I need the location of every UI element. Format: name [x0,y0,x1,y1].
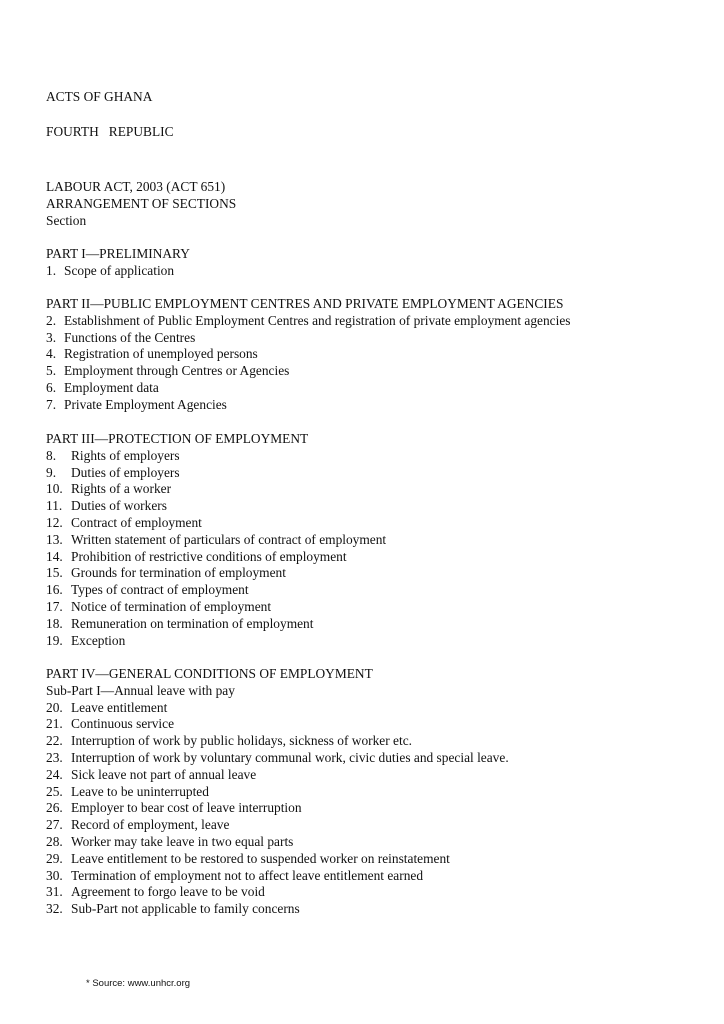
section-text: Continuous service [71,716,175,732]
section-text: Employer to bear cost of leave interruption [71,800,302,816]
section-number: 23. [46,750,63,765]
section-number: 8. [46,447,57,463]
section-item [46,784,209,801]
section-text: Leave to be uninterrupted [71,783,209,799]
section-number: 21. [46,716,63,732]
section-item [46,599,271,616]
section-text: Types of contract of employment [71,582,249,598]
section-number: 31. [46,884,63,900]
section-item [46,868,423,885]
section-number: 27. [46,817,63,833]
section-item [46,616,313,633]
section-number: 13. [46,531,63,547]
section-text: Registration of unemployed persons [64,346,258,362]
section-item [46,313,571,330]
section-item [46,716,174,733]
section-label: Section [46,213,87,228]
section-text: Termination of employment not to affect leave entitlement earned [71,867,424,883]
section-text: Exception [71,632,126,648]
section-number: 9. [46,464,57,480]
section-text: Functions of the Centres [64,329,196,345]
section-number: 12. [46,515,63,530]
section-number: 24. [46,766,63,782]
section-item [46,549,347,566]
section-item [46,397,227,414]
section-item [46,817,229,834]
part-title: PART III—PROTECTION OF EMPLOYMENT [46,431,309,446]
section-text: Prohibition of restrictive conditions of employment [71,548,347,564]
section-text: Establishment of Public Employment Centres and registration of private employment agencies [64,312,571,328]
republic-heading: FOURTH REPUBLIC [46,124,174,139]
section-number: 28. [46,834,63,849]
section-text: Contract of employment [71,515,202,530]
section-item [46,750,509,767]
arrangement-heading: ARRANGEMENT OF SECTIONS [46,196,237,211]
section-text: Rights of employers [71,447,180,463]
section-number: 17. [46,599,63,614]
section-item [46,582,249,599]
section-text: Sub-Part not applicable to family concerns [71,901,300,917]
section-item [46,633,125,650]
section-item [46,498,167,515]
section-number: 32. [46,901,63,917]
section-number: 1. [46,262,57,278]
section-number: 29. [46,850,63,866]
section-item [46,515,202,532]
section-item [46,263,174,280]
part-title: PART IV—GENERAL CONDITIONS OF EMPLOYMENT [46,666,373,681]
part-title: PART II—PUBLIC EMPLOYMENT CENTRES AND PRIVATE EMPLOYMENT AGENCIES [46,296,564,311]
section-number: 10. [46,481,63,497]
section-item [46,363,289,380]
section-number: 5. [46,363,57,379]
section-text: Remuneration on termination of employment [71,615,314,631]
act-title: LABOUR ACT, 2003 (ACT 651) [46,179,226,194]
section-text: Interruption of work by public holidays, sickness of worker etc. [71,733,413,749]
section-item [46,565,286,582]
section-item [46,465,180,482]
section-item [46,901,300,918]
section-text: Written statement of particulars of contract of employment [71,531,387,547]
section-number: 19. [46,632,63,648]
section-text: Agreement to forgo leave to be void [71,884,265,900]
section-item [46,834,293,851]
section-item [46,733,412,750]
section-text: Worker may take leave in two equal parts [71,834,294,849]
section-item [46,532,386,549]
section-text: Sick leave not part of annual leave [71,766,257,782]
section-item [46,346,258,363]
section-text: Leave entitlement to be restored to suspended worker on reinstatement [71,850,450,866]
section-number: 30. [46,867,63,883]
section-item [46,380,159,397]
section-text: Employment data [64,380,159,395]
section-number: 11. [46,498,63,514]
section-text: Notice of termination of employment [71,599,272,614]
section-text: Scope of application [64,262,175,278]
section-number: 26. [46,800,63,816]
section-text: Duties of workers [71,498,167,514]
section-number: 7. [46,396,57,412]
subpart-title: Sub-Part I—Annual leave with pay [46,682,235,698]
section-text: Grounds for termination of employment [71,565,286,581]
acts-heading: ACTS OF GHANA [46,89,153,104]
section-text: Duties of employers [71,464,180,480]
section-number: 18. [46,615,63,631]
section-item [46,851,450,868]
section-number: 20. [46,699,63,715]
section-text: Record of employment, leave [71,817,230,833]
section-number: 6. [46,380,57,395]
section-item [46,700,167,717]
part-title: PART I—PRELIMINARY [46,246,190,261]
section-text: Leave entitlement [71,699,168,715]
section-item [46,448,180,465]
source-footnote: * Source: www.unhcr.org [86,978,191,989]
section-number: 4. [46,346,57,362]
section-text: Rights of a worker [71,481,172,497]
section-number: 25. [46,783,63,799]
section-number: 3. [46,329,57,345]
section-number: 16. [46,582,63,598]
section-number: 2. [46,312,57,328]
section-item [46,330,195,347]
section-item [46,884,265,901]
section-number: 14. [46,548,63,564]
section-number: 22. [46,733,63,749]
section-text: Interruption of work by voluntary communal work, civic duties and special leave. [71,750,509,765]
section-number: 15. [46,565,63,581]
section-item [46,800,302,817]
section-item [46,767,256,784]
section-text: Private Employment Agencies [64,396,227,412]
section-item [46,481,171,498]
section-text: Employment through Centres or Agencies [64,363,290,379]
